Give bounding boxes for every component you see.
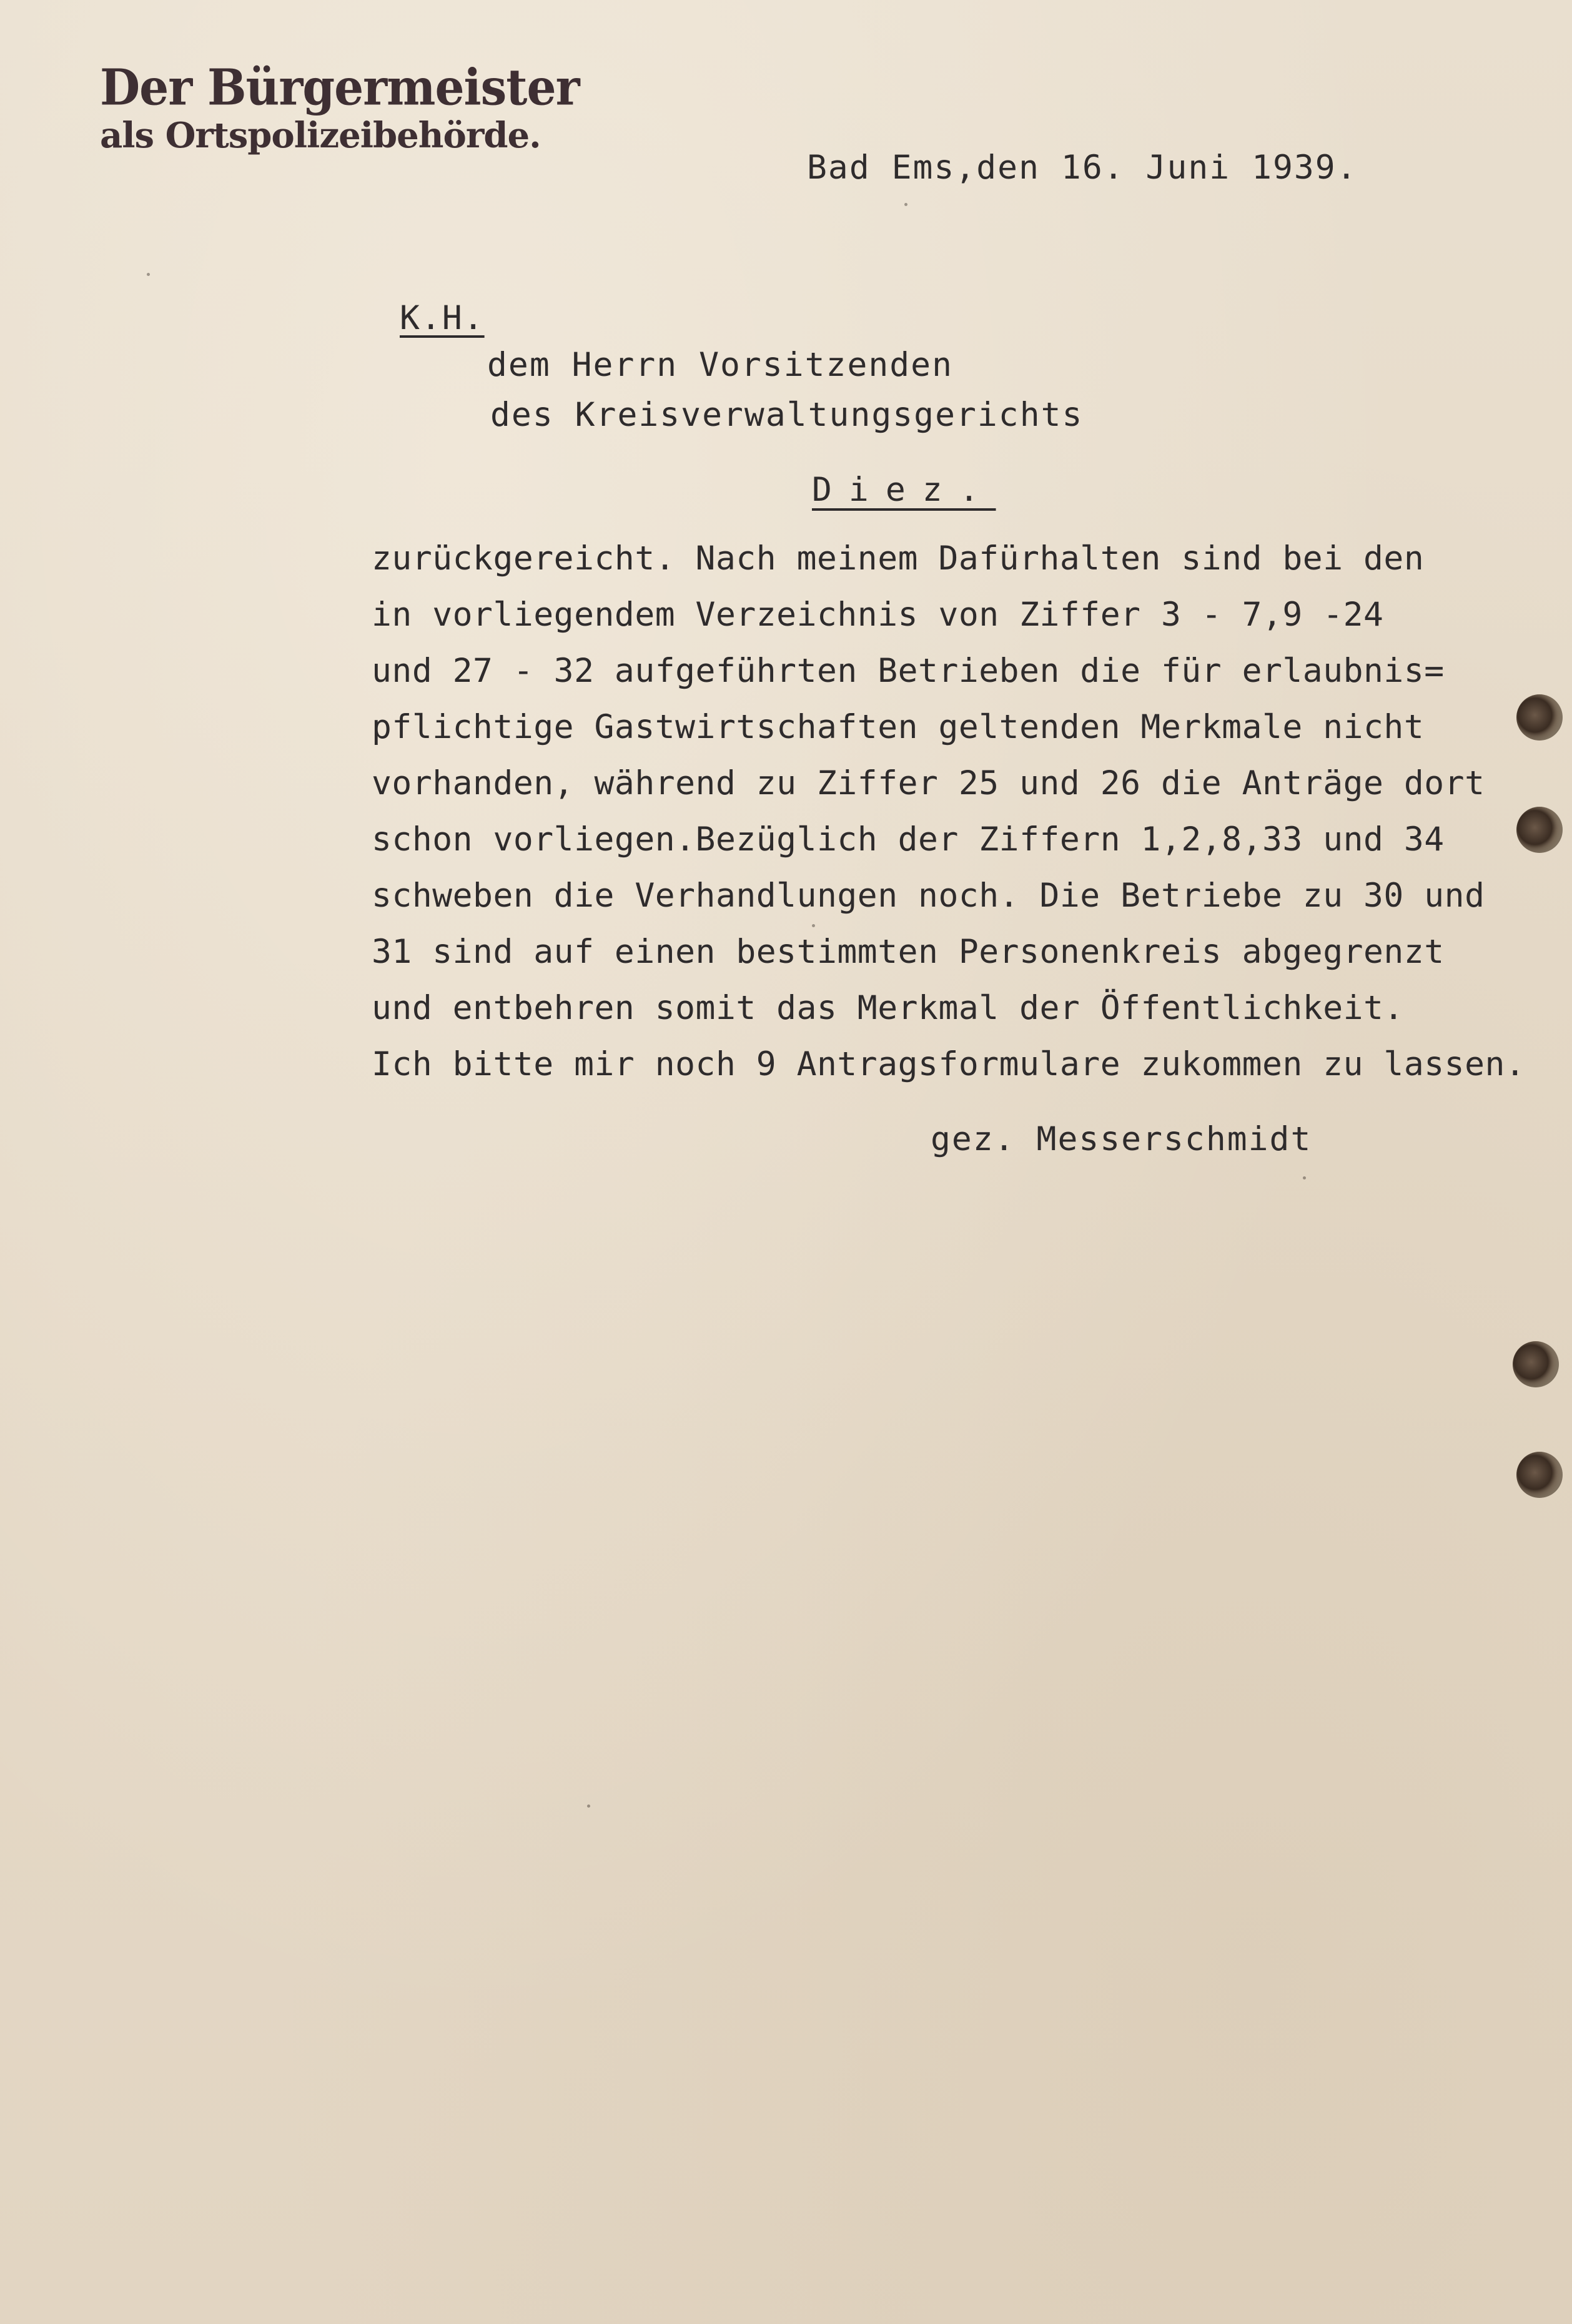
- paper-speck: [812, 924, 815, 927]
- body-line: vorhanden, während zu Ziffer 25 und 26 die Anträge dort: [372, 764, 1485, 802]
- punch-hole-icon: [1513, 1341, 1559, 1387]
- body-line: pflichtige Gastwirtschaften geltenden Merkmale nicht: [372, 708, 1425, 746]
- paper-speck: [587, 1805, 590, 1808]
- date-line: Bad Ems,den 16. Juni 1939.: [807, 149, 1358, 187]
- recipient-city: Diez.: [812, 471, 996, 509]
- body-line: Ich bitte mir noch 9 Antragsformulare zukommen zu lassen.: [372, 1045, 1526, 1083]
- body-line: in vorliegendem Verzeichnis von Ziffer 3 - 7,9 -24: [372, 596, 1384, 634]
- reference-mark: K.H.: [400, 299, 485, 337]
- body-line: schweben die Verhandlungen noch. Die Betriebe zu 30 und: [372, 877, 1485, 915]
- recipient-line-2: des Kreisverwaltungsgerichts: [490, 396, 1084, 434]
- letterhead: [100, 57, 580, 157]
- paper-speck: [1303, 1176, 1306, 1179]
- recipient-line-1: dem Herrn Vorsitzenden: [487, 346, 953, 384]
- body-line: und 27 - 32 aufgeführten Betrieben die für erlaubnis=: [372, 652, 1445, 690]
- body-line: 31 sind auf einen bestimmten Personenkreis abgegrenzt: [372, 933, 1445, 971]
- punch-hole-icon: [1516, 807, 1563, 853]
- punch-hole-icon: [1516, 694, 1563, 741]
- paper-speck: [147, 273, 150, 276]
- letterhead-subtitle: als Ortspolizeibehörde.: [100, 115, 541, 156]
- body-line: und entbehren somit das Merkmal der Öffentlichkeit.: [372, 989, 1404, 1027]
- body-line: zurückgereicht. Nach meinem Dafürhalten sind bei den: [372, 539, 1425, 578]
- paper-speck: [904, 203, 907, 206]
- punch-hole-icon: [1516, 1452, 1563, 1498]
- signature-line: gez. Messerschmidt: [931, 1120, 1312, 1158]
- letterhead-title: Der Bürgermeister: [100, 59, 580, 117]
- body-line: schon vorliegen.Bezüglich der Ziffern 1,2,8,33 und 34: [372, 820, 1445, 859]
- letter-body: [372, 531, 1525, 1093]
